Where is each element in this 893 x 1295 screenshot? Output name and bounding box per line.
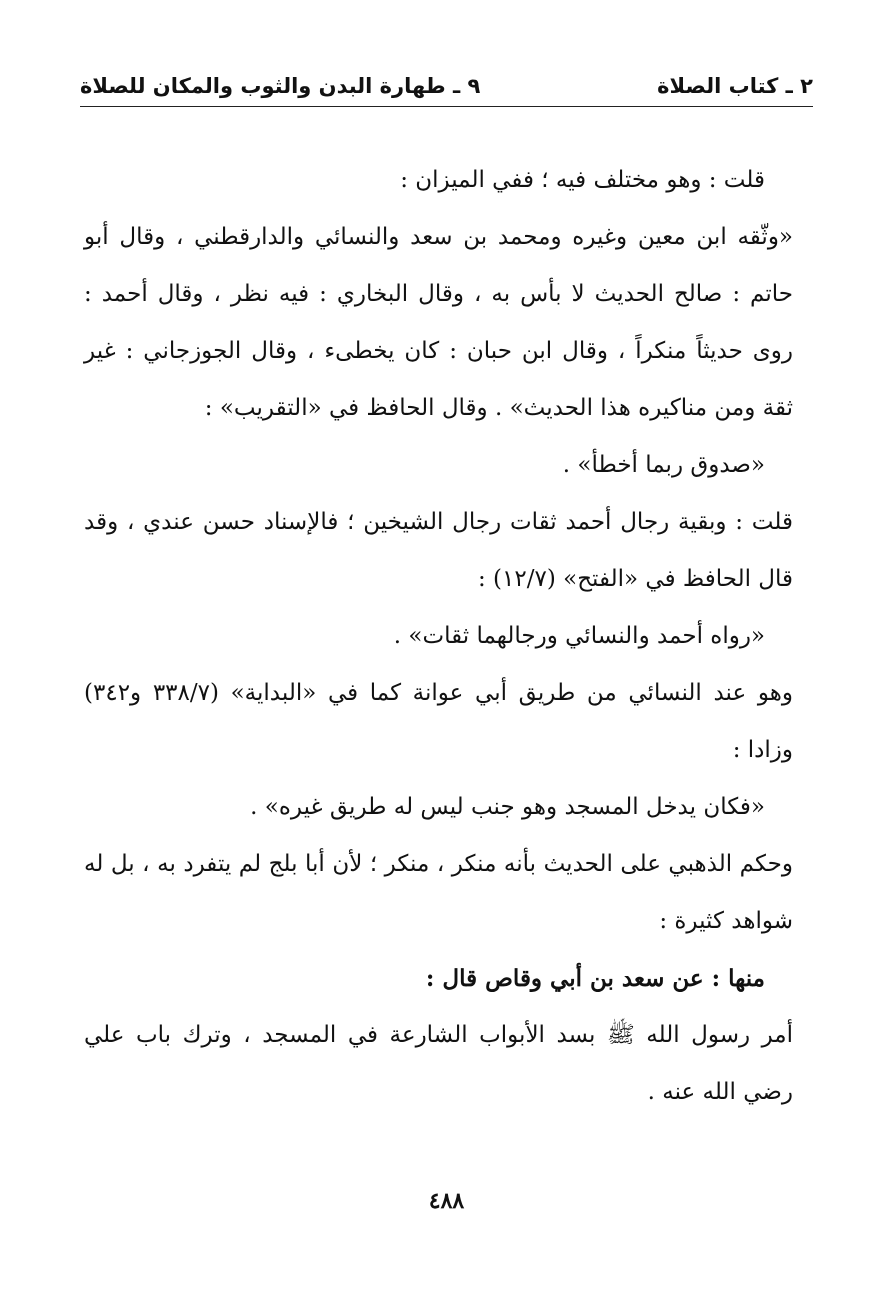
- paragraph: قلت : وهو مختلف فيه ؛ ففي الميزان :: [400, 167, 765, 193]
- paragraph: «رواه أحمد والنسائي ورجالهما ثقات» .: [393, 623, 765, 649]
- paragraph: أمر رسول الله ﷺ بسد الأبواب الشارعة في المسجد ، وترك باب علي رضي الله عنه .: [84, 1022, 793, 1105]
- paragraph: منها : عن سعد بن أبي وقاص قال :: [425, 965, 765, 992]
- chapter-title: ٩ ـ طهارة البدن والثوب والمكان للصلاة: [80, 74, 481, 98]
- paragraph: «فكان يدخل المسجد وهو جنب ليس له طريق غيره» .: [250, 794, 765, 820]
- paragraph: وهو عند النسائي من طريق أبي عوانة كما في «البداية» (٣٣٨/٧ و٣٤٢) وزادا :: [84, 680, 793, 763]
- page-number: ٤٨٨: [428, 1188, 465, 1214]
- running-header: [80, 58, 813, 98]
- paragraph: «صدوق ربما أخطأ» .: [562, 452, 765, 478]
- paragraph: وحكم الذهبي على الحديث بأنه منكر ، منكر ؛ لأن أبا بلج لم يتفرد به ، بل له شواهد كثيرة :: [84, 851, 793, 934]
- book-title: ٢ ـ كتاب الصلاة: [657, 74, 813, 98]
- body-text: [84, 152, 793, 1121]
- paragraph: «وثّقه ابن معين وغيره ومحمد بن سعد والنسائي والدارقطني ، وقال أبو حاتم : صالح الحديث لا بأس به ، وقال البخاري : فيه نظر ، وقال أحمد : روى حديثاً منكراً ، وقال ابن حبان : كان يخطىء ، وقال الجوزجاني : غير ثقة ومن مناكيره هذا الحديث» . وقال الحافظ في «التقريب» :: [84, 224, 793, 421]
- paragraph: قلت : وبقية رجال أحمد ثقات رجال الشيخين ؛ فالإسناد حسن عندي ، وقد قال الحافظ في «الفتح» (١٢/٧) :: [84, 509, 793, 592]
- header-rule: [80, 106, 813, 107]
